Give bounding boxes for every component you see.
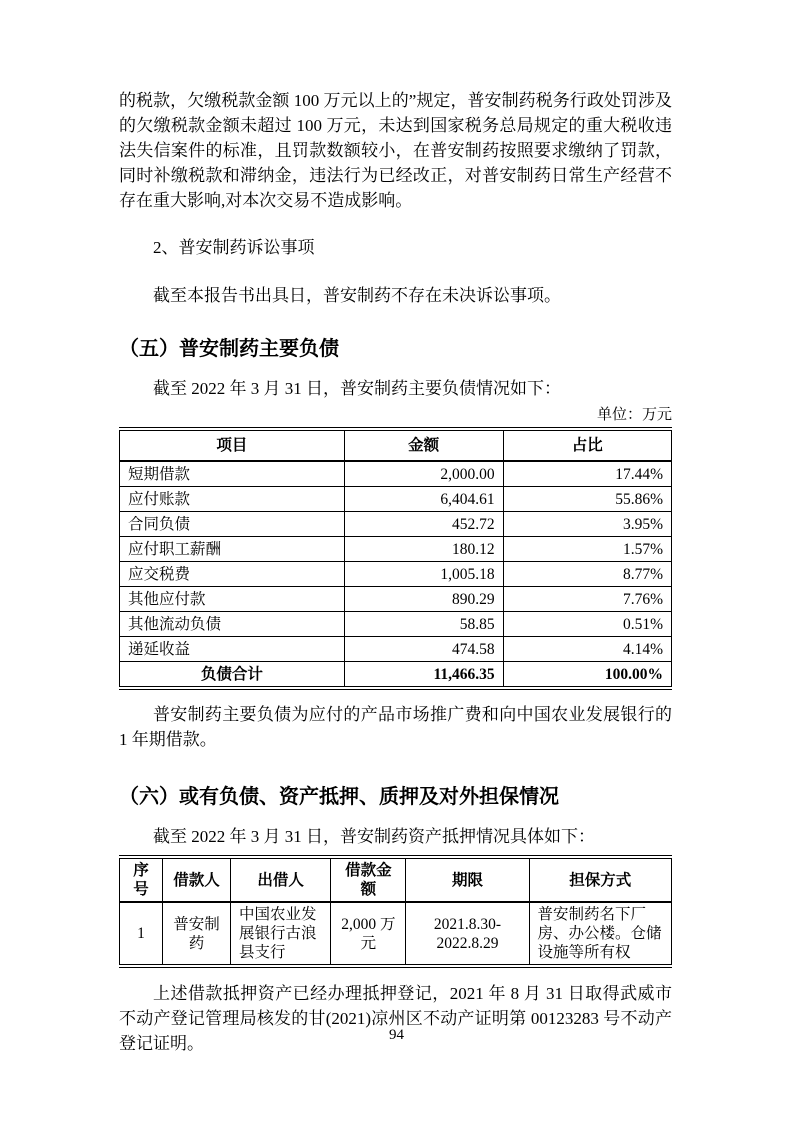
table-cell: 58.85 [344, 612, 503, 637]
table-cell: 6,404.61 [344, 487, 503, 512]
table-cell: 递延收益 [120, 637, 345, 662]
table-cell: 890.29 [344, 587, 503, 612]
mortgage-table-header [120, 857, 672, 902]
liabilities-table-header [120, 429, 672, 461]
table-cell: 180.12 [344, 537, 503, 562]
table-cell: 4.14% [503, 637, 671, 662]
table-row [120, 587, 672, 612]
table-row [120, 562, 672, 587]
table-cell: 普安制药 [163, 902, 231, 966]
unit-label: 单位：万元 [596, 407, 672, 423]
mortgage-table [119, 855, 672, 968]
section5-heading: （五）普安制药主要负债 [119, 338, 339, 360]
table-cell: 短期借款 [120, 461, 345, 487]
section6-closing: 上述借款抵押资产已经办理抵押登记，2021 年 8 月 31 日取得武威市不动产登记管理局核发的甘(2021)凉州区不动产证明第 00123283 号不动产登记证明。 [119, 984, 672, 1053]
column-header-borrower: 借款人 [163, 857, 231, 902]
table-cell: 1 [120, 902, 163, 966]
table-header-row [120, 857, 672, 902]
table-cell: 17.44% [503, 461, 671, 487]
page-number: 94 [389, 1027, 404, 1043]
table-row [120, 487, 672, 512]
litigation-subsection-title: 2、普安制药诉讼事项 [153, 238, 315, 257]
column-header-lender: 出借人 [230, 857, 330, 902]
table-cell: 普安制药名下厂房、办公楼。仓储设施等所有权 [529, 902, 671, 966]
table-cell: 55.86% [503, 487, 671, 512]
total-amount: 11,466.35 [344, 662, 503, 689]
table-cell: 8.77% [503, 562, 671, 587]
table-row [120, 612, 672, 637]
table-cell: 0.51% [503, 612, 671, 637]
table-cell: 1,005.18 [344, 562, 503, 587]
column-header-loan-amount: 借款金额 [331, 857, 406, 902]
table-cell: 2021.8.30-2022.8.29 [406, 902, 529, 966]
mortgage-table-body [120, 902, 672, 966]
column-header-item: 项目 [120, 429, 345, 461]
litigation-subsection-body: 截至本报告书出具日，普安制药不存在未决诉讼事项。 [153, 286, 561, 305]
column-header-term: 期限 [406, 857, 529, 902]
section5-note: 普安制药主要负债为应付的产品市场推广费和向中国农业发展银行的 1 年期借款。 [119, 705, 672, 749]
table-cell: 2,000 万元 [331, 902, 406, 966]
total-ratio: 100.00% [503, 662, 671, 689]
table-cell: 应交税费 [120, 562, 345, 587]
table-cell: 452.72 [344, 512, 503, 537]
table-cell: 应付账款 [120, 487, 345, 512]
table-cell: 合同负债 [120, 512, 345, 537]
table-cell: 474.58 [344, 637, 503, 662]
table-row [120, 512, 672, 537]
column-header-amount: 金额 [344, 429, 503, 461]
table-cell: 1.57% [503, 537, 671, 562]
total-row [120, 662, 672, 689]
table-header-row [120, 429, 672, 461]
liabilities-table [119, 427, 672, 690]
table-row [120, 902, 672, 966]
table-cell: 中国农业发展银行古浪县支行 [230, 902, 330, 966]
table-row [120, 537, 672, 562]
liabilities-table-total [120, 662, 672, 689]
column-header-ratio: 占比 [503, 429, 671, 461]
table-cell: 其他流动负债 [120, 612, 345, 637]
table-row [120, 461, 672, 487]
section6-heading: （六）或有负债、资产抵押、质押及对外担保情况 [119, 786, 559, 808]
section5-intro: 截至 2022 年 3 月 31 日，普安制药主要负债情况如下： [153, 379, 561, 398]
table-row [120, 637, 672, 662]
table-cell: 应付职工薪酬 [120, 537, 345, 562]
liabilities-table-body [120, 461, 672, 662]
column-header-no: 序号 [120, 857, 163, 902]
table-cell: 其他应付款 [120, 587, 345, 612]
column-header-guarantee: 担保方式 [529, 857, 671, 902]
continuation-paragraph: 的税款，欠缴税款金额 100 万元以上的”规定，普安制药税务行政处罚涉及的欠缴税款金额未超过 100 万元，未达到国家税务总局规定的重大税收违法失信案件的标准，且罚款数额较小，在普安制药按照要求缴纳了罚款，同时补缴税款和滞纳金，违法行为已经改正，对普安制药日常生产经营不存在重大影响,对本次交易不造成影响。 [119, 91, 672, 210]
table-cell: 2,000.00 [344, 461, 503, 487]
total-label: 负债合计 [120, 662, 345, 689]
table-cell: 3.95% [503, 512, 671, 537]
section6-intro: 截至 2022 年 3 月 31 日，普安制药资产抵押情况具体如下： [153, 827, 595, 846]
table-cell: 7.76% [503, 587, 671, 612]
